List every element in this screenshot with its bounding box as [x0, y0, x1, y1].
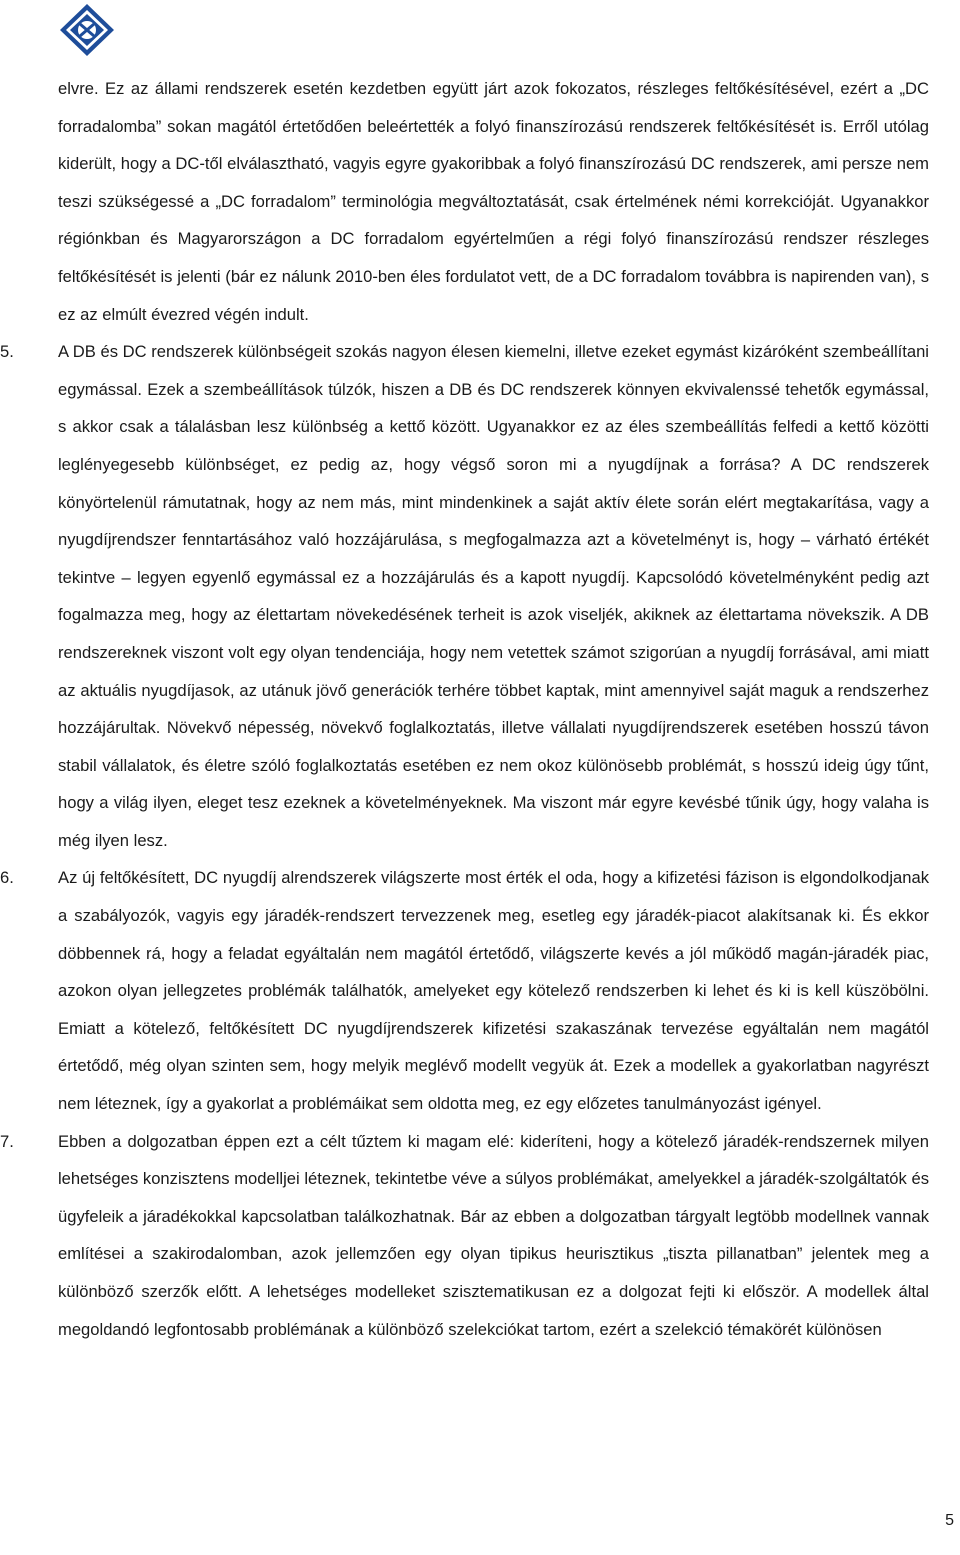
page-number: 5	[945, 1512, 954, 1529]
numbered-item-5	[0, 333, 929, 859]
item-text: A DB és DC rendszerek különbségeit szokás nagyon élesen kiemelni, illetve ezeket egymást kizáróként szembeállítani egymással. Ezek a szembeállítások túlzók, hiszen a DB és DC rendszerek könnyen ekvivalenssé tehetők egymással, s akkor csak a tálalásban lesz különbség a kettő között. Ugyanakkor ez az éles szembeállítás felfedi a kettő közötti leglényegesebb különbséget, ez pedig az, hogy végső soron mi a nyugdíjnak a forrása? A DC rendszerek könyörtelenül rámutatnak, hogy az nem más, mint mindenkinek a saját aktív élete során elért megtakarítása, vagy a nyugdíjrendszer fenntartásához való hozzájárulása, s megfogalmazza azt a követelményt is, hogy – várható értékét tekintve – legyen egyenlő egymással ez a hozzájárulás és a kapott nyugdíj. Kapcsolódó követelményként pedig azt fogalmazza meg, hogy az élettartam növekedésének terheit is azok viseljék, akiknek az élettartama növekszik. A DB rendszereknek viszont volt egy olyan tendenciája, hogy nem vetettek számot szigorúan a nyugdíj forrásával, ami miatt az aktuális nyugdíjasok, az utánuk jövő generációk terhére többet kaptak, mint amennyivel saját maguk a rendszerhez hozzájárultak. Növekvő népesség, növekvő foglalkoztatás, illetve vállalati nyugdíjrendszerek esetében hosszú távon stabil vállalatok, és életre szóló foglalkoztatás esetében ez nem okoz különösebb problémát, s hosszú ideig úgy tűnt, hogy a világ ilyen, eleget tesz ezeknek a követelményeknek. Ma viszont már egyre kevésbé tűnik úgy, hogy valaha is még ilyen lesz.	[58, 342, 929, 850]
logo-graphic	[58, 2, 116, 58]
item-text: Ebben a dolgozatban éppen ezt a célt tűztem ki magam elé: kideríteni, hogy a kötelező járadék-rendszernek milyen lehetséges konzisztens modelljei léteznek, tekintetbe véve a súlyos problémákat, amelyekkel a járadék-szolgáltatók és ügyfeleik a járadékokkal kapcsolatban találkozhatnak. Bár az ebben a dolgozatban tárgyalt legtöbb modellnek vannak említései a szakirodalomban, azok jellemzően egy olyan tipikus heurisztikus „tiszta pillanatban” jelentek meg a különböző szerzők előtt. A lehetséges modelleket szisztematikusan ez a dolgozat fejti ki először. A modellek által megoldandó legfontosabb problémának a különböző szelekciókat tartom, ezért a szelekció témakörét különösen	[58, 1131, 929, 1339]
document-body	[0, 70, 929, 1348]
item-text: Az új feltőkésített, DC nyugdíj alrendszerek világszerte most érték el oda, hogy a kifizetési fázison is elgondolkodjanak a szabályozók, vagyis egy járadék-rendszert tervezzenek meg, esetleg egy járadék-piacot alakítsanak ki. És ekkor döbbennek rá, hogy a feladat egyáltalán nem magától értetődő, világszerte kevés a jól működő magán-járadék piac, azokon olyan jellegzetes problémák találhatók, amelyeket egy kötelező rendszerben ki lehet és ki is kell küszöbölni. Emiatt a kötelező, feltőkésített DC nyugdíjrendszerek kifizetési szakaszának tervezése egyáltalán nem magától értetődő, még olyan szinten sem, hogy melyik meglévő modellt vegyük át. Ezek a modellek a gyakorlatban nagyrészt nem léteznek, így a gyakorlat a problémáikat sem oldotta meg, ez egy előzetes tanulmányozást igényel.	[58, 868, 929, 1114]
lead-paragraph: elvre. Ez az állami rendszerek esetén kezdetben együtt járt azok fokozatos, részleges feltőkésítésével, ezért a „DC forradalomba” sokan magától értetődően beleértették a folyó finanszírozású rendszerek feltőkésítését is. Erről utólag kiderült, hogy a DC-től elválasztható, vagyis egyre gyakoribbak a folyó finanszírozású DC rendszerek, ami persze nem teszi szükségessé a „DC forradalom” terminológia megváltoztatását, csak értelmének némi korrekcióját. Ugyanakkor régiónkban és Magyarországon a DC forradalom egyértelműen a régi folyó finanszírozású rendszer részleges feltőkésítését is jelenti (bár ez nálunk 2010-ben éles fordulatot vett, de a DC forradalom továbbra is napirenden van), s ez az elmúlt évezred végén indult.	[58, 79, 929, 324]
numbered-item-6	[0, 859, 929, 1122]
numbered-item-7	[0, 1123, 929, 1349]
item-number: 7.	[0, 1131, 14, 1151]
item-number: 5.	[0, 342, 14, 362]
institution-logo-icon	[58, 2, 116, 58]
item-number: 6.	[0, 868, 14, 888]
